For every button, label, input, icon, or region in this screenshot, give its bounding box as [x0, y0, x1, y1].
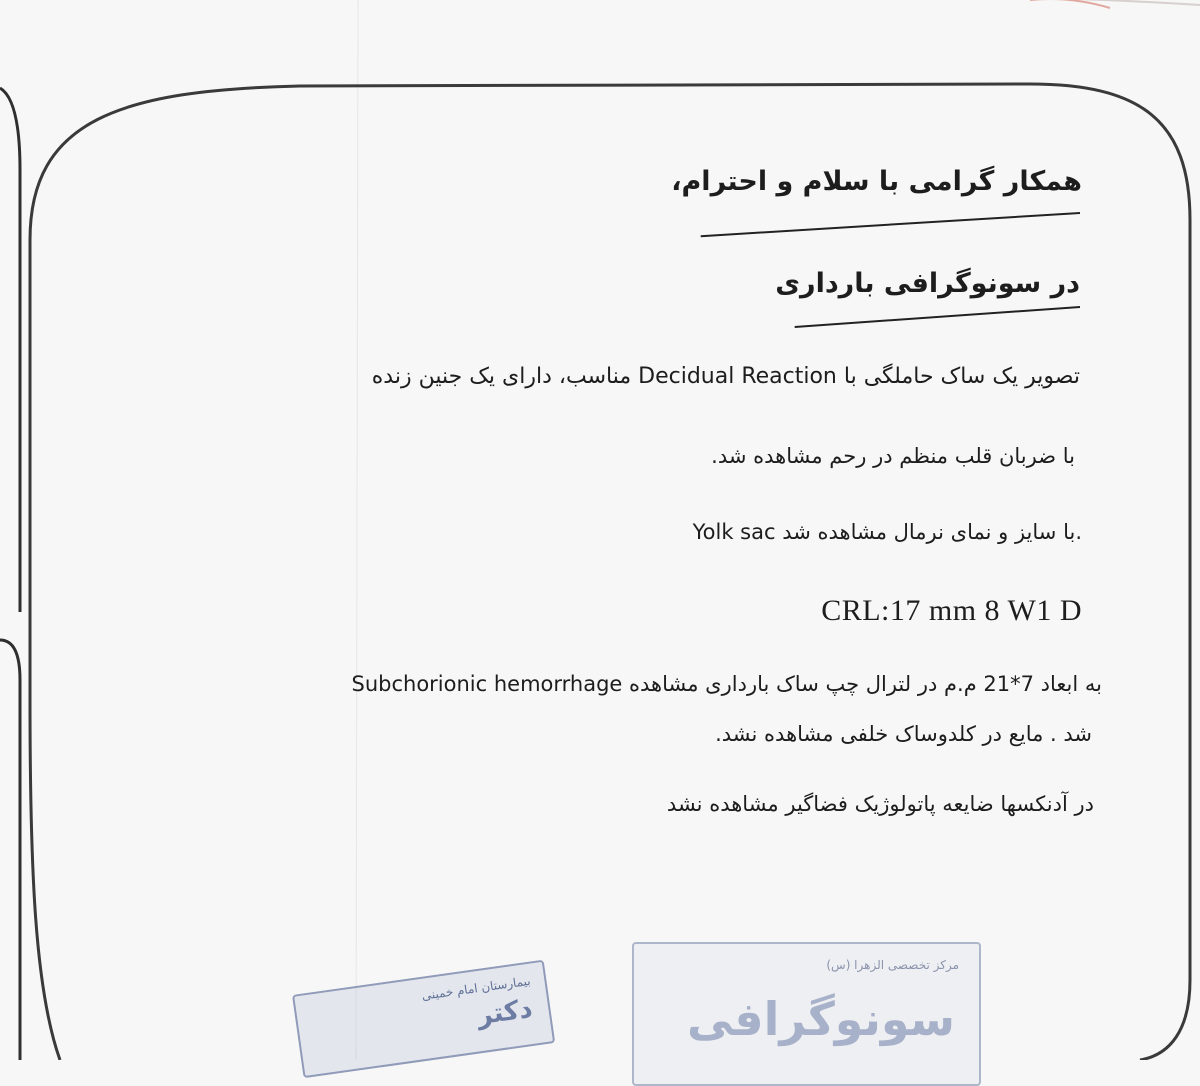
finding-yolk-sac: Yolk sac با سایز و نمای نرمال مشاهده شد.	[692, 520, 1082, 544]
finding-crl: CRL:17 mm 8 W1 D	[821, 594, 1082, 627]
section-title: در سونوگرافی بارداری	[775, 268, 1080, 299]
sonography-stamp-text: مرکز تخصصی الزهرا (س)	[826, 958, 959, 972]
finding-gestational-sac: تصویر یک ساک حاملگی با Decidual Reaction مناسب، دارای یک جنین زنده	[371, 364, 1080, 389]
greeting-heading: همکار گرامی با سلام و احترام،	[671, 166, 1082, 197]
finding-heartbeat: با ضربان قلب منظم در رحم مشاهده شد.	[711, 444, 1075, 468]
sonography-stamp	[632, 942, 981, 1086]
hospital-stamp-text: بیمارستان امام خمینی	[420, 973, 532, 1003]
finding-adnexa: در آدنکسها ضایعه پاتولوژیک فضاگیر مشاهده نشد	[666, 792, 1094, 816]
sonography-stamp-title: سونوگرافی	[687, 992, 955, 1046]
finding-cul-de-sac: شد . مایع در کلدوساک خلفی مشاهده نشد.	[715, 722, 1092, 746]
finding-subchorionic-hemorrhage: Subchorionic hemorrhage به ابعاد 7*21 م.م در لترال چپ ساک بارداری مشاهده	[351, 672, 1102, 696]
hospital-stamp-title: دکتر	[475, 993, 535, 1032]
